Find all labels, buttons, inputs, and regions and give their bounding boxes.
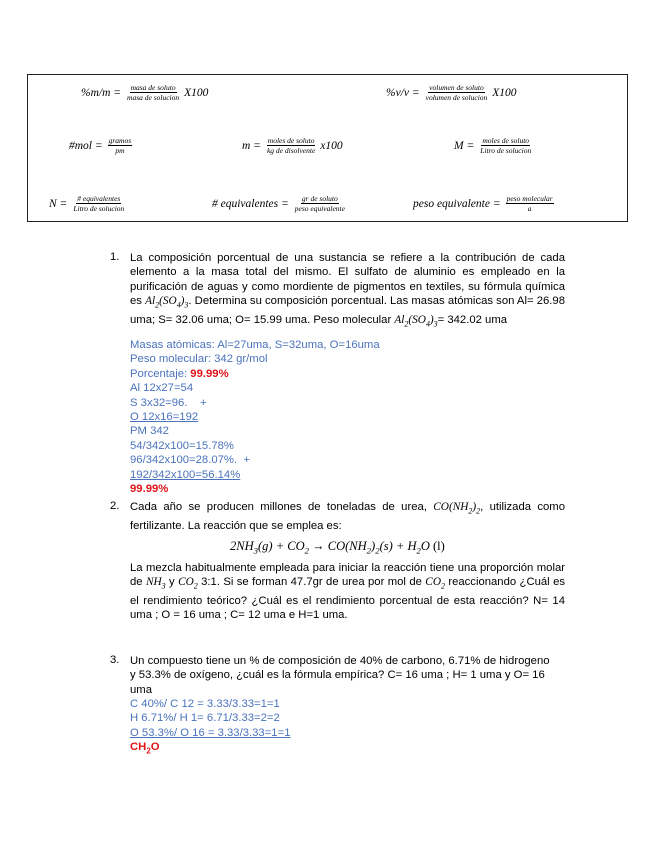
q2-urea-formula: $CO(NH_2)_2$	[433, 501, 481, 516]
q2-number: 2.	[110, 500, 120, 512]
q2-text-2: La mezcla habitualmente empleada para iniciar la reacción tiene una proporción molar de $NH_3$ y $CO_2$ 3:1. Si se forman 47.7gr de urea por mol de $CO_2$ reaccionando ¿Cuál es el rendimiento teórico? ¿Cuál es el rendimiento porcentual de esta reacción? N= 14 uma ; O = 16 uma ; C= 12 uma e H=1 uma.	[130, 562, 566, 622]
formula-moles: #mol = $\frac{\text{gramos}}{pm}$	[69, 136, 132, 155]
formula-mass-percent: %m/m = $\frac{\text{masa de soluto}}{\text{masa de solucion}}$ X100	[81, 83, 209, 102]
nh3-formula: $NH_3$	[145, 576, 166, 591]
formula-equivalents: # equivalentes = $\frac{\text{gr de soluto}}{\text{peso equivalente}}$	[212, 194, 345, 213]
co2-formula-2: $CO_2$	[425, 576, 445, 591]
q3-number: 3.	[110, 654, 120, 666]
formula-equivalent-weight: peso equivalente = $\frac{\text{peso molecular}}{a}$	[413, 194, 553, 213]
formula-volume-percent: %v/v = $\frac{\text{volumen de soluto}}{\text{volumen de solucion}}$ X100	[386, 83, 517, 102]
q1-formula: $Al_2(SO_4)_3$	[145, 295, 189, 310]
co2-formula: $CO_2$	[178, 576, 198, 591]
formula-molarity: M = $\frac{\text{moles de soluto}}{\text{Litro de solucion}}$	[454, 136, 532, 155]
q1-number: 1.	[110, 251, 120, 263]
q1-formula-2: $Al_2(SO_4)_3$	[394, 313, 438, 329]
q3-answer: C 40%/ C 12 = 3.33/3.33=1=1 H 6.71%/ H 1= 6.71/3.33=2=2 O 53.3%/ O 16 = 3.33/3.33=1=1 $CH_2O$	[130, 697, 290, 759]
q1-answer: Masas atómicas: Al=27uma, S=32uma, O=16uma Peso molecular: 342 gr/mol Porcentaje: 99.99% Al 12x27=54 S 3x32=96. + O 12x16=192 PM 342 54/342x100=15.78% 96/342x100=28.07%. + 192/342x100=56.14% 99.99%	[130, 339, 380, 496]
q2-text: Cada año se producen millones de toneladas de urea, $CO(NH_2)_2$, utilizada como fertilizante. La reacción que se emplea es:	[130, 501, 565, 532]
formula-molality: m = $\frac{\text{moles de soluto}}{\text{kg de disolvente}}$ x100	[242, 136, 343, 155]
q2-equation: $2NH_3(g) + CO_2 \to CO(NH_2)_2(s) + H_2O$ (l)	[230, 539, 445, 556]
q1-text: La composición porcentual de una sustancia se refiere a la contribución de cada elemento a la masa total del mismo. El sulfato de aluminio es empleado en la purificación de aguas y como mordiente de pigmentos en textiles, su fórmula química es $Al_2(SO_4)_3$. Determina su composición porcentual. Las masas atómicas son Al= 26.98 uma; S= 32.06 uma; O= 15.99 uma. Peso molecular $Al_2(SO_4)_3= 342.02$ uma	[130, 252, 566, 329]
q3-result: $CH_2O$	[130, 741, 160, 756]
q3-text: Un compuesto tiene un % de composición de 40% de carbono, 6.71% de hidrogeno y 53.3% de oxígeno, ¿cuál es la fórmula empírica? C= 16 uma ; H= 1 uma y O= 16 uma	[130, 655, 550, 696]
formula-box	[27, 74, 628, 222]
q1-percentage-line: Porcentaje: 99.99%	[130, 367, 229, 380]
formula-normality: N = $\frac{\text{\# equivalentes}}{\text{Litro de solucion}}$	[49, 194, 125, 213]
